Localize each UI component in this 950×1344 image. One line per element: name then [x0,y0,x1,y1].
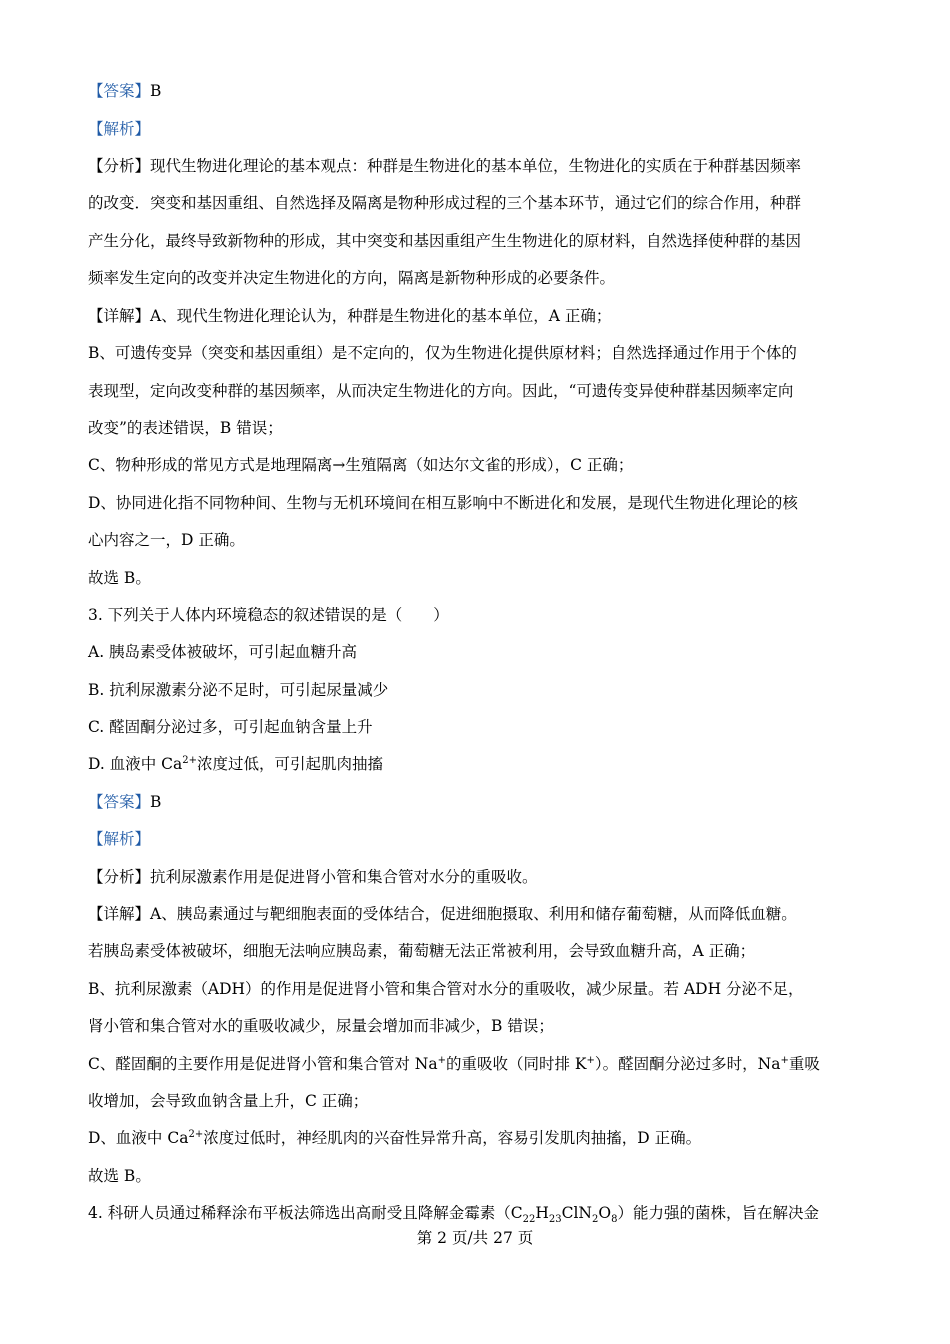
q3-xiangjie-line: C、醛固酮的主要作用是促进肾小管和集合管对 Na+的重吸收（同时排 K+）。醛固酮分泌过多时，Na+重吸 [88,1054,820,1073]
fenxi-label: 【分析】 [88,157,151,175]
fenxi-label: 【分析】 [88,868,151,886]
q2-xiangjie-line: D、协同进化指不同物种间、生物与无机环境间在相互影响中不断进化和发展，是现代生物进化理论的核 [88,494,798,512]
q3-option-d: D. 血液中 $Ca^{2+}$浓度过低，可引起肌肉抽搐 [88,754,384,773]
q3-xiangjie-line: 肾小管和集合管对水的重吸收减少，尿量会增加而非减少，B 错误； [88,1017,554,1035]
answer-value: B [150,793,162,811]
q3-analysis-label: 【解析】 [88,830,151,848]
q3-option-b: B. 抗利尿激素分泌不足时，可引起尿量减少 [88,681,389,699]
q3-xiangjie: 【详解】A、胰岛素通过与靶细胞表面的受体结合，促进细胞摄取、利用和储存葡萄糖，从而降低血糖。 [88,905,797,923]
q2-xiangjie-line: 心内容之一，D 正确。 [88,531,245,549]
q2-fenxi: 【分析】现代生物进化理论的基本观点：种群是生物进化的基本单位，生物进化的实质在于种群基因频率 [88,157,802,175]
q2-answer [88,80,878,102]
q3-option-c: C. 醛固酮分泌过多，可引起血钠含量上升 [88,718,373,736]
answer-value: B [150,82,162,100]
q2-conclusion: 故选 B。 [88,569,151,587]
q3-xiangjie-line: 收增加，会导致血钠含量上升，C 正确； [88,1092,369,1110]
q2-fenxi-line: 产生分化，最终导致新物种的形成，其中突变和基因重组产生生物进化的原材料，自然选择使种群的基因 [88,232,802,250]
q2-analysis-label: 【解析】 [88,120,151,138]
q2-xiangjie-line: B、可遗传变异（突变和基因重组）是不定向的，仅为生物进化提供原材料；自然选择通过作用于个体的 [88,344,797,362]
xiangjie-label: 【详解】 [88,905,151,923]
answer-label: 【答案】 [88,82,151,100]
q3-xiangjie-line: 若胰岛素受体被破坏，细胞无法响应胰岛素，葡萄糖无法正常被利用，会导致血糖升高，A 正确； [88,942,756,960]
page-footer: 第 2 页/共 27 页 [416,1229,534,1247]
q3-xiangjie-line: D、血液中 $Ca^{2+}$浓度过低时，神经肌肉的兴奋性异常升高，容易引发肌肉抽搐，D 正确。 [88,1128,702,1147]
q2-fenxi-line: 频率发生定向的改变并决定生物进化的方向，隔离是新物种形成的必要条件。 [88,269,616,287]
q2-xiangjie-line: C、物种形成的常见方式是地理隔离→生殖隔离（如达尔文雀的形成），C 正确； [88,456,634,474]
answer-label: 【答案】 [88,793,151,811]
q4-stem: 4. 科研人员通过稀释涂布平板法筛选出高耐受且降解金霉素$(C_{22}H_{23}ClN_2O_8)$能力强的菌株，旨在解决金 [88,1204,819,1226]
q3-option-a: A. 胰岛素受体被破坏，可引起血糖升高 [88,643,358,661]
q3-stem: 3. 下列关于人体内环境稳态的叙述错误的是（ ） [88,606,449,624]
q2-xiangjie-line: 改变”的表述错误，B 错误； [88,419,283,437]
xiangjie-label: 【详解】 [88,307,151,325]
q2-xiangjie: 【详解】A、现代生物进化理论认为，种群是生物进化的基本单位，A 正确； [88,307,612,325]
q3-fenxi: 【分析】抗利尿激素作用是促进肾小管和集合管对水分的重吸收。 [88,868,538,886]
q3-conclusion: 故选 B。 [88,1167,151,1185]
q2-fenxi-line: 的改变．突变和基因重组、自然选择及隔离是物种形成过程的三个基本环节，通过它们的综合作用，种群 [88,194,802,212]
q3-xiangjie-line: B、抗利尿激素（ADH）的作用是促进肾小管和集合管对水分的重吸收，减少尿量。若 ADH 分泌不足， [88,980,804,998]
q3-answer [88,791,878,813]
q2-xiangjie-line: 表现型，定向改变种群的基因频率，从而决定生物进化的方向。因此，“可遗传变异使种群基因频率定向 [88,382,794,400]
